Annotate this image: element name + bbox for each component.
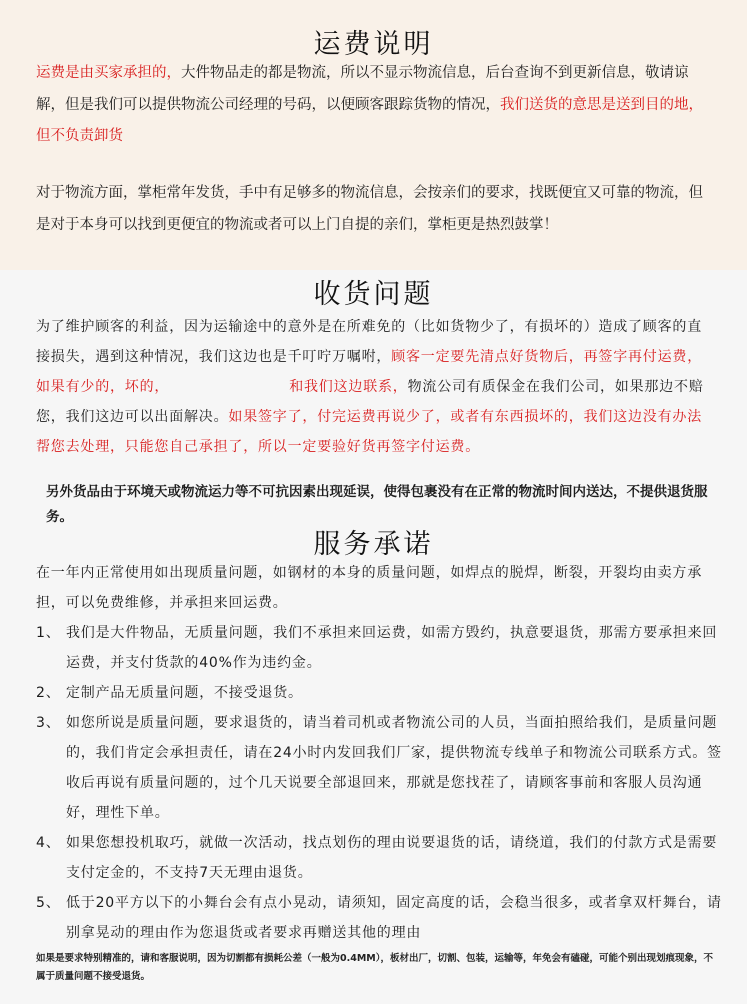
- list-item: [36, 888, 726, 948]
- shipping-normal-text: 大件物品走的都是物流，所以不显示物流信息，后台查询不到更新信息，敬请谅解，但是我们可以提供物流公司经理的号码，以便顾客跟踪货物的情况，: [36, 65, 689, 113]
- service-list: [36, 618, 726, 948]
- item-number: 3、: [36, 715, 61, 731]
- item-text: 低于20平方以下的小舞台会有点小晃动，请须知，固定高度的话，会稳当很多，或者拿双杆舞台，请别拿晃动的理由作为您退货或者要求再赠送其他的理由: [66, 895, 722, 941]
- shipping-red-start: 运费是由买家承担的，: [36, 65, 181, 81]
- footnote: 如果是要求特别精准的，请和客服说明，因为切割都有损耗公差（一般为0.4MM），板材出厂，切割、包装，运输等，年免会有磕碰，可能个别出现划痕现象，不属于质量问题不接受退货。: [36, 953, 713, 982]
- list-item: [36, 708, 726, 828]
- item-number: 2、: [36, 685, 61, 701]
- item-text: 我们是大件物品，无质量问题，我们不承担来回运费，如需方毁约，执意要退货，那需方要承担来回运费，并支付货款的40%作为违约金。: [66, 625, 718, 671]
- receiving-normal-1: 为了维护顾客的利益，因为运输途中的意外是在所难免的（比如货物少了，有损坏的）造成了顾客的直接损失，遇到这种情况，我们这边也是千叮咛万嘱咐，: [36, 319, 702, 365]
- item-number: 5、: [36, 895, 61, 911]
- list-item: [36, 678, 726, 708]
- receiving-red-2: 和我们这边联系，: [289, 379, 408, 395]
- receiving-paragraph: [36, 312, 716, 462]
- item-text: 如您所说是质量问题，要求退货的，请当着司机或者物流公司的人员，当面拍照给我们，是质量问题的，我们肯定会承担责任，请在24小时内发回我们厂家，提供物流专线单子和物流公司联系方式。签收后再说有质量问题的，过个几天说要全部退回来，那就是您找茬了，请顾客事前和客服人员沟通好，理性下单。: [66, 715, 722, 821]
- item-number: 4、: [36, 835, 61, 851]
- item-text: 定制产品无质量问题，不接受退货。: [66, 685, 303, 701]
- item-text: 如果您想投机取巧，就做一次活动，找点划伤的理由说要退货的话，请绕道，我们的付款方式是需要支付定金的，不支持7天无理由退货。: [66, 835, 718, 881]
- shipping-title: 运费说明: [313, 29, 434, 60]
- receiving-normal-2: 物流公司有质保金在我们公司，如果那边不赔您，我们这边可以出面解决。: [36, 379, 704, 425]
- service-title: 服务承诺: [313, 529, 434, 560]
- list-item: [36, 828, 726, 888]
- shipping-paragraph-1: [36, 58, 716, 153]
- receiving-notice: 另外货品由于环境天或物流运力等不可抗因素出现延误，使得包裹没有在正常的物流时间内送达，不提供退货服务。: [46, 484, 708, 525]
- shipping-red-end: 我们送货的意思是送到目的地，但不负责卸货: [36, 96, 703, 144]
- receiving-red-1: 顾客一定要先清点好货物后，再签字再付运费，如果有少的，坏的，: [36, 349, 703, 395]
- list-item: [36, 618, 726, 678]
- receiving-red-3: 如果签字了，付完运费再说少了，或者有东西损坏的，我们这边没有办法帮您去处理，只能您自己承担了，所以一定要验好货再签字付运费。: [36, 409, 703, 455]
- receiving-title: 收货问题: [313, 279, 434, 310]
- item-number: 1、: [36, 625, 61, 641]
- service-intro: 在一年内正常使用如出现质量问题，如钢材的本身的质量问题，如焊点的脱焊，断裂，开裂均由卖方承担，可以免费维修，并承担来回运费。: [36, 565, 702, 611]
- shipping-paragraph-2: 对于物流方面，掌柜常年发货，手中有足够多的物流信息，会按亲们的要求，找既便宜又可靠的物流，但是对于本身可以找到更便宜的物流或者可以上门自提的亲们，掌柜更是热烈鼓掌！: [36, 185, 703, 233]
